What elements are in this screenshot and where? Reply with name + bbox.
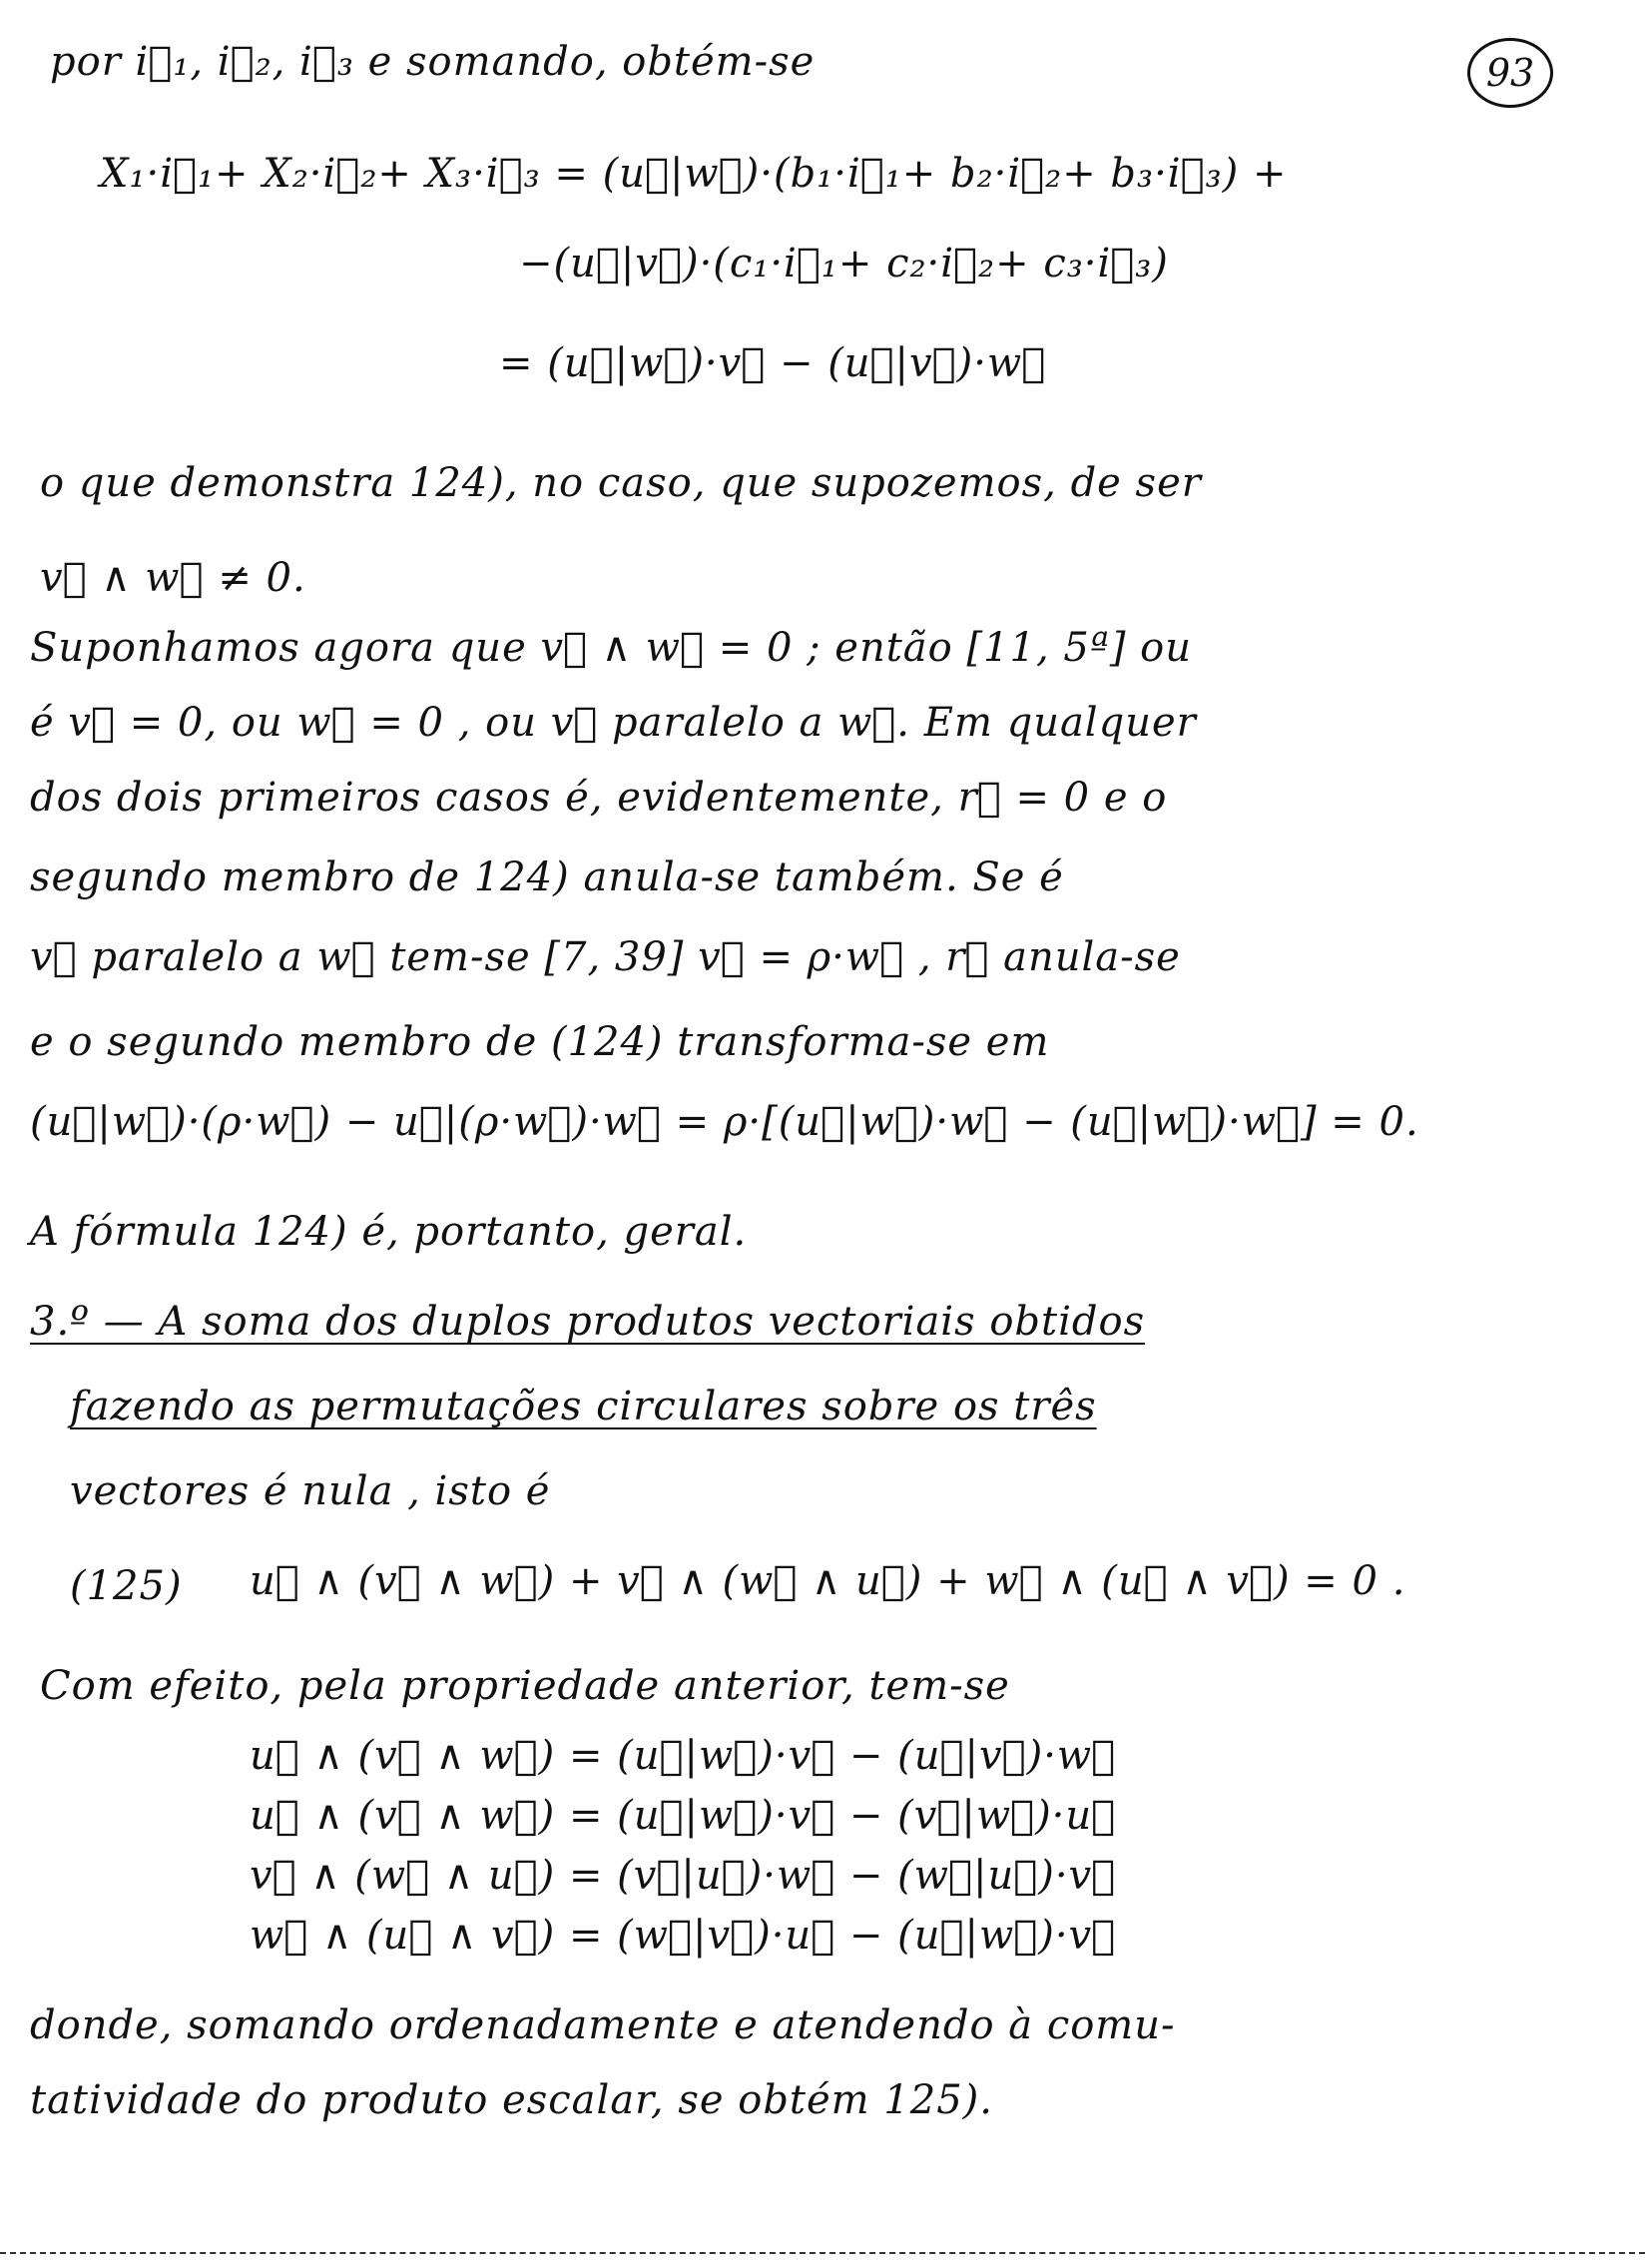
text-line-10: A fórmula 124) é, portanto, geral. bbox=[30, 1209, 748, 1255]
text-line-13: tatividade do produto escalar, se obtém 125). bbox=[30, 2077, 993, 2123]
equation-label-125: (125) bbox=[70, 1563, 183, 1609]
equation-line-2: −(u⃗|v⃗)·(c₁·i⃗₁+ c₂·i⃗₂+ c₃·i⃗₃) bbox=[519, 241, 1169, 286]
text-line-1: por i⃗₁, i⃗₂, i⃗₃ e somando, obtém-se bbox=[50, 39, 816, 85]
equation-125: u⃗ ∧ (v⃗ ∧ w⃗) + v⃗ ∧ (w⃗ ∧ u⃗) + w⃗ ∧ (u⃗ ∧ v⃗) = 0 . bbox=[250, 1558, 1406, 1604]
equation-line-5: u⃗ ∧ (v⃗ ∧ w⃗) = (u⃗|w⃗)·v⃗ − (u⃗|v⃗)·w⃗ bbox=[250, 1733, 1117, 1779]
equation-line-6: u⃗ ∧ (v⃗ ∧ w⃗) = (u⃗|w⃗)·v⃗ − (v⃗|w⃗)·u⃗ bbox=[250, 1793, 1117, 1839]
text-line-11: Com efeito, pela propriedade anterior, tem-se bbox=[40, 1663, 1010, 1709]
equation-line-3: = (u⃗|w⃗)·v⃗ − (u⃗|v⃗)·w⃗ bbox=[499, 340, 1047, 386]
equation-line-7: v⃗ ∧ (w⃗ ∧ u⃗) = (v⃗|u⃗)·w⃗ − (w⃗|u⃗)·v⃗ bbox=[250, 1853, 1117, 1899]
text-line-3: v⃗ ∧ w⃗ ≠ 0. bbox=[40, 555, 306, 601]
text-line-12: donde, somando ordenadamente e atendendo à comu- bbox=[30, 2002, 1176, 2048]
text-line-4: Suponhamos agora que v⃗ ∧ w⃗ = 0 ; então [11, 5ª] ou bbox=[30, 625, 1193, 671]
page-number bbox=[1467, 38, 1553, 108]
equation-line-8: w⃗ ∧ (u⃗ ∧ v⃗) = (w⃗|v⃗)·u⃗ − (u⃗|w⃗)·v⃗ bbox=[250, 1913, 1117, 1959]
page-number-text: 93 bbox=[1485, 51, 1535, 95]
theorem-line-3: vectores é nula , isto é bbox=[70, 1468, 551, 1514]
equation-line-1: X₁·i⃗₁+ X₂·i⃗₂+ X₃·i⃗₃ = (u⃗|w⃗)·(b₁·i⃗₁+ b₂·i⃗₂+ b₃·i⃗₃) + bbox=[100, 151, 1288, 197]
text-line-8: v⃗ paralelo a w⃗ tem-se [7, 39] v⃗ = ρ·w⃗ , r⃗ anula-se bbox=[30, 934, 1181, 980]
theorem-line-2: fazendo as permutações circulares sobre os três bbox=[70, 1384, 1097, 1429]
text-line-9: e o segundo membro de (124) transforma-se em bbox=[30, 1019, 1050, 1065]
text-line-7: segundo membro de 124) anula-se também. Se é bbox=[30, 854, 1064, 900]
theorem-line-1: 3.º — A soma dos duplos produtos vectoriais obtidos bbox=[30, 1299, 1146, 1345]
text-line-6: dos dois primeiros casos é, evidentemente, r⃗ = 0 e o bbox=[30, 775, 1168, 821]
equation-line-4: (u⃗|w⃗)·(ρ·w⃗) − u⃗|(ρ·w⃗)·w⃗ = ρ·[(u⃗|w⃗)·w⃗ − (u⃗|w⃗)·w⃗] = 0. bbox=[30, 1099, 1419, 1145]
bottom-edge-rule bbox=[0, 2252, 1645, 2254]
text-line-2: o que demonstra 124), no caso, que supozemos, de ser bbox=[40, 460, 1202, 506]
text-line-5: é v⃗ = 0, ou w⃗ = 0 , ou v⃗ paralelo a w⃗. Em qualquer bbox=[30, 700, 1197, 746]
